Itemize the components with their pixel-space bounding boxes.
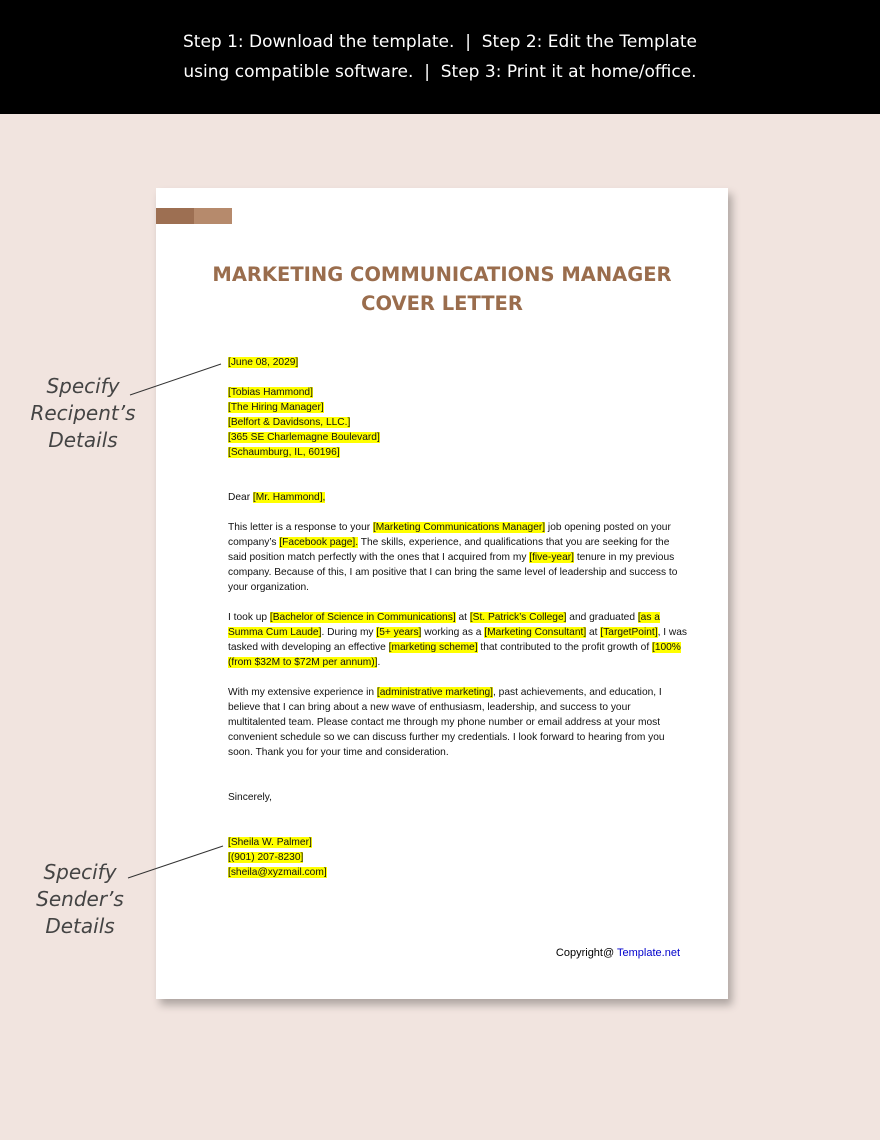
sender-phone: [(901) 207-8230] bbox=[228, 852, 304, 863]
recipient-callout-line-3: Details bbox=[48, 428, 118, 452]
sender-callout-line-3: Details bbox=[45, 914, 115, 938]
recipient-block bbox=[228, 385, 688, 460]
recipient-street: [365 SE Charlemagne Boulevard] bbox=[228, 432, 380, 443]
p3-highlight-experience: [administrative marketing] bbox=[376, 687, 493, 698]
p1-highlight-position: [Marketing Communications Manager] bbox=[372, 522, 546, 533]
recipient-callout-line-1: Specify bbox=[46, 374, 120, 398]
p2-highlight-honors: [as a Summa Cum Laude] bbox=[228, 612, 660, 638]
p1-text: The skills, experience, and qualifications that you are seeking for the said position match perfectly with the ones that I acquired from my bbox=[228, 537, 670, 563]
p2-text: . bbox=[377, 657, 381, 668]
p2-highlight-school: [St. Patrick’s College] bbox=[469, 612, 567, 623]
paragraph-2 bbox=[228, 610, 688, 670]
p2-text: and graduated bbox=[566, 612, 638, 623]
p2-text: . During my bbox=[321, 627, 377, 638]
p2-highlight-role: [Marketing Consultant] bbox=[484, 627, 587, 638]
document-title-line-1: MARKETING COMMUNICATIONS MANAGER bbox=[212, 263, 672, 286]
p1-text: tenure in my previous company. Because of this, I am positive that I can bring the same level of leadership and success to your organization. bbox=[228, 552, 678, 593]
p2-text: at bbox=[455, 612, 470, 623]
recipient-callout bbox=[14, 373, 152, 454]
p2-highlight-scheme: [marketing scheme] bbox=[388, 642, 478, 653]
p1-highlight-source: [Facebook page]. bbox=[279, 537, 359, 548]
copyright-notice bbox=[556, 947, 680, 959]
p2-text: at bbox=[586, 627, 601, 638]
p2-text: , I was tasked with developing an effective bbox=[228, 627, 688, 653]
p1-text: job opening posted on your company’s bbox=[228, 522, 671, 548]
sender-email: [sheila@xyzmail.com] bbox=[228, 867, 327, 878]
brand-bar-dark-segment bbox=[156, 208, 194, 224]
instruction-banner bbox=[0, 0, 880, 114]
p3-text: , past achievements, and education, I believe that I can bring about a new wave of enthusiasm, leadership, and success to your multitalented team. Please contact me through my phone number or email address at your most convenient schedule so we can discuss further my credentials. I look forward to hearing from you soon. Thank you for your time and consideration. bbox=[228, 687, 665, 758]
paragraph-3 bbox=[228, 685, 688, 760]
sender-name: [Sheila W. Palmer] bbox=[228, 837, 312, 848]
p1-text: This letter is a response to your bbox=[228, 522, 373, 533]
copyright-site-link[interactable]: Template.net bbox=[617, 947, 680, 959]
brand-color-bar bbox=[156, 208, 232, 224]
p2-text: I took up bbox=[228, 612, 270, 623]
sender-callout-line-2: Sender’s bbox=[36, 887, 124, 911]
p2-highlight-growth: [100% (from $32M to $72M per annum)] bbox=[228, 642, 681, 668]
instruction-line-1: Step 1: Download the template. | Step 2: Edit the Template bbox=[182, 32, 697, 52]
paragraph-1 bbox=[228, 520, 688, 595]
recipient-city: [Schaumburg, IL, 60196] bbox=[228, 447, 340, 458]
p3-text: With my extensive experience in bbox=[228, 687, 377, 698]
p2-highlight-employer: [TargetPoint] bbox=[600, 627, 658, 638]
letter-page bbox=[156, 188, 728, 999]
salutation-name: [Mr. Hammond], bbox=[252, 492, 326, 503]
sender-callout bbox=[14, 859, 146, 940]
p2-highlight-years: [5+ years] bbox=[376, 627, 422, 638]
letter-body bbox=[228, 355, 688, 880]
brand-bar-light-segment bbox=[194, 208, 232, 224]
p2-text: that contributed to the profit growth of bbox=[477, 642, 652, 653]
salutation bbox=[228, 490, 688, 505]
p1-highlight-tenure: [five-year] bbox=[529, 552, 574, 563]
letter-date bbox=[228, 355, 688, 370]
recipient-company: [Belfort & Davidsons, LLC.] bbox=[228, 417, 351, 428]
recipient-callout-line-2: Recipent’s bbox=[30, 401, 136, 425]
closing: Sincerely, bbox=[228, 792, 272, 803]
instruction-line-2: using compatible software. | Step 3: Print it at home/office. bbox=[183, 62, 697, 82]
recipient-title: [The Hiring Manager] bbox=[228, 402, 324, 413]
p2-highlight-degree: [Bachelor of Science in Communications] bbox=[269, 612, 456, 623]
document-title bbox=[156, 260, 728, 318]
date-placeholder: [June 08, 2029] bbox=[228, 357, 299, 368]
sender-block bbox=[228, 835, 688, 880]
p2-text: working as a bbox=[421, 627, 485, 638]
sender-callout-line-1: Specify bbox=[43, 860, 117, 884]
document-title-line-2: COVER LETTER bbox=[361, 292, 523, 315]
recipient-name: [Tobias Hammond] bbox=[228, 387, 313, 398]
copyright-label: Copyright@ bbox=[555, 947, 618, 959]
salutation-prefix: Dear bbox=[228, 492, 253, 503]
